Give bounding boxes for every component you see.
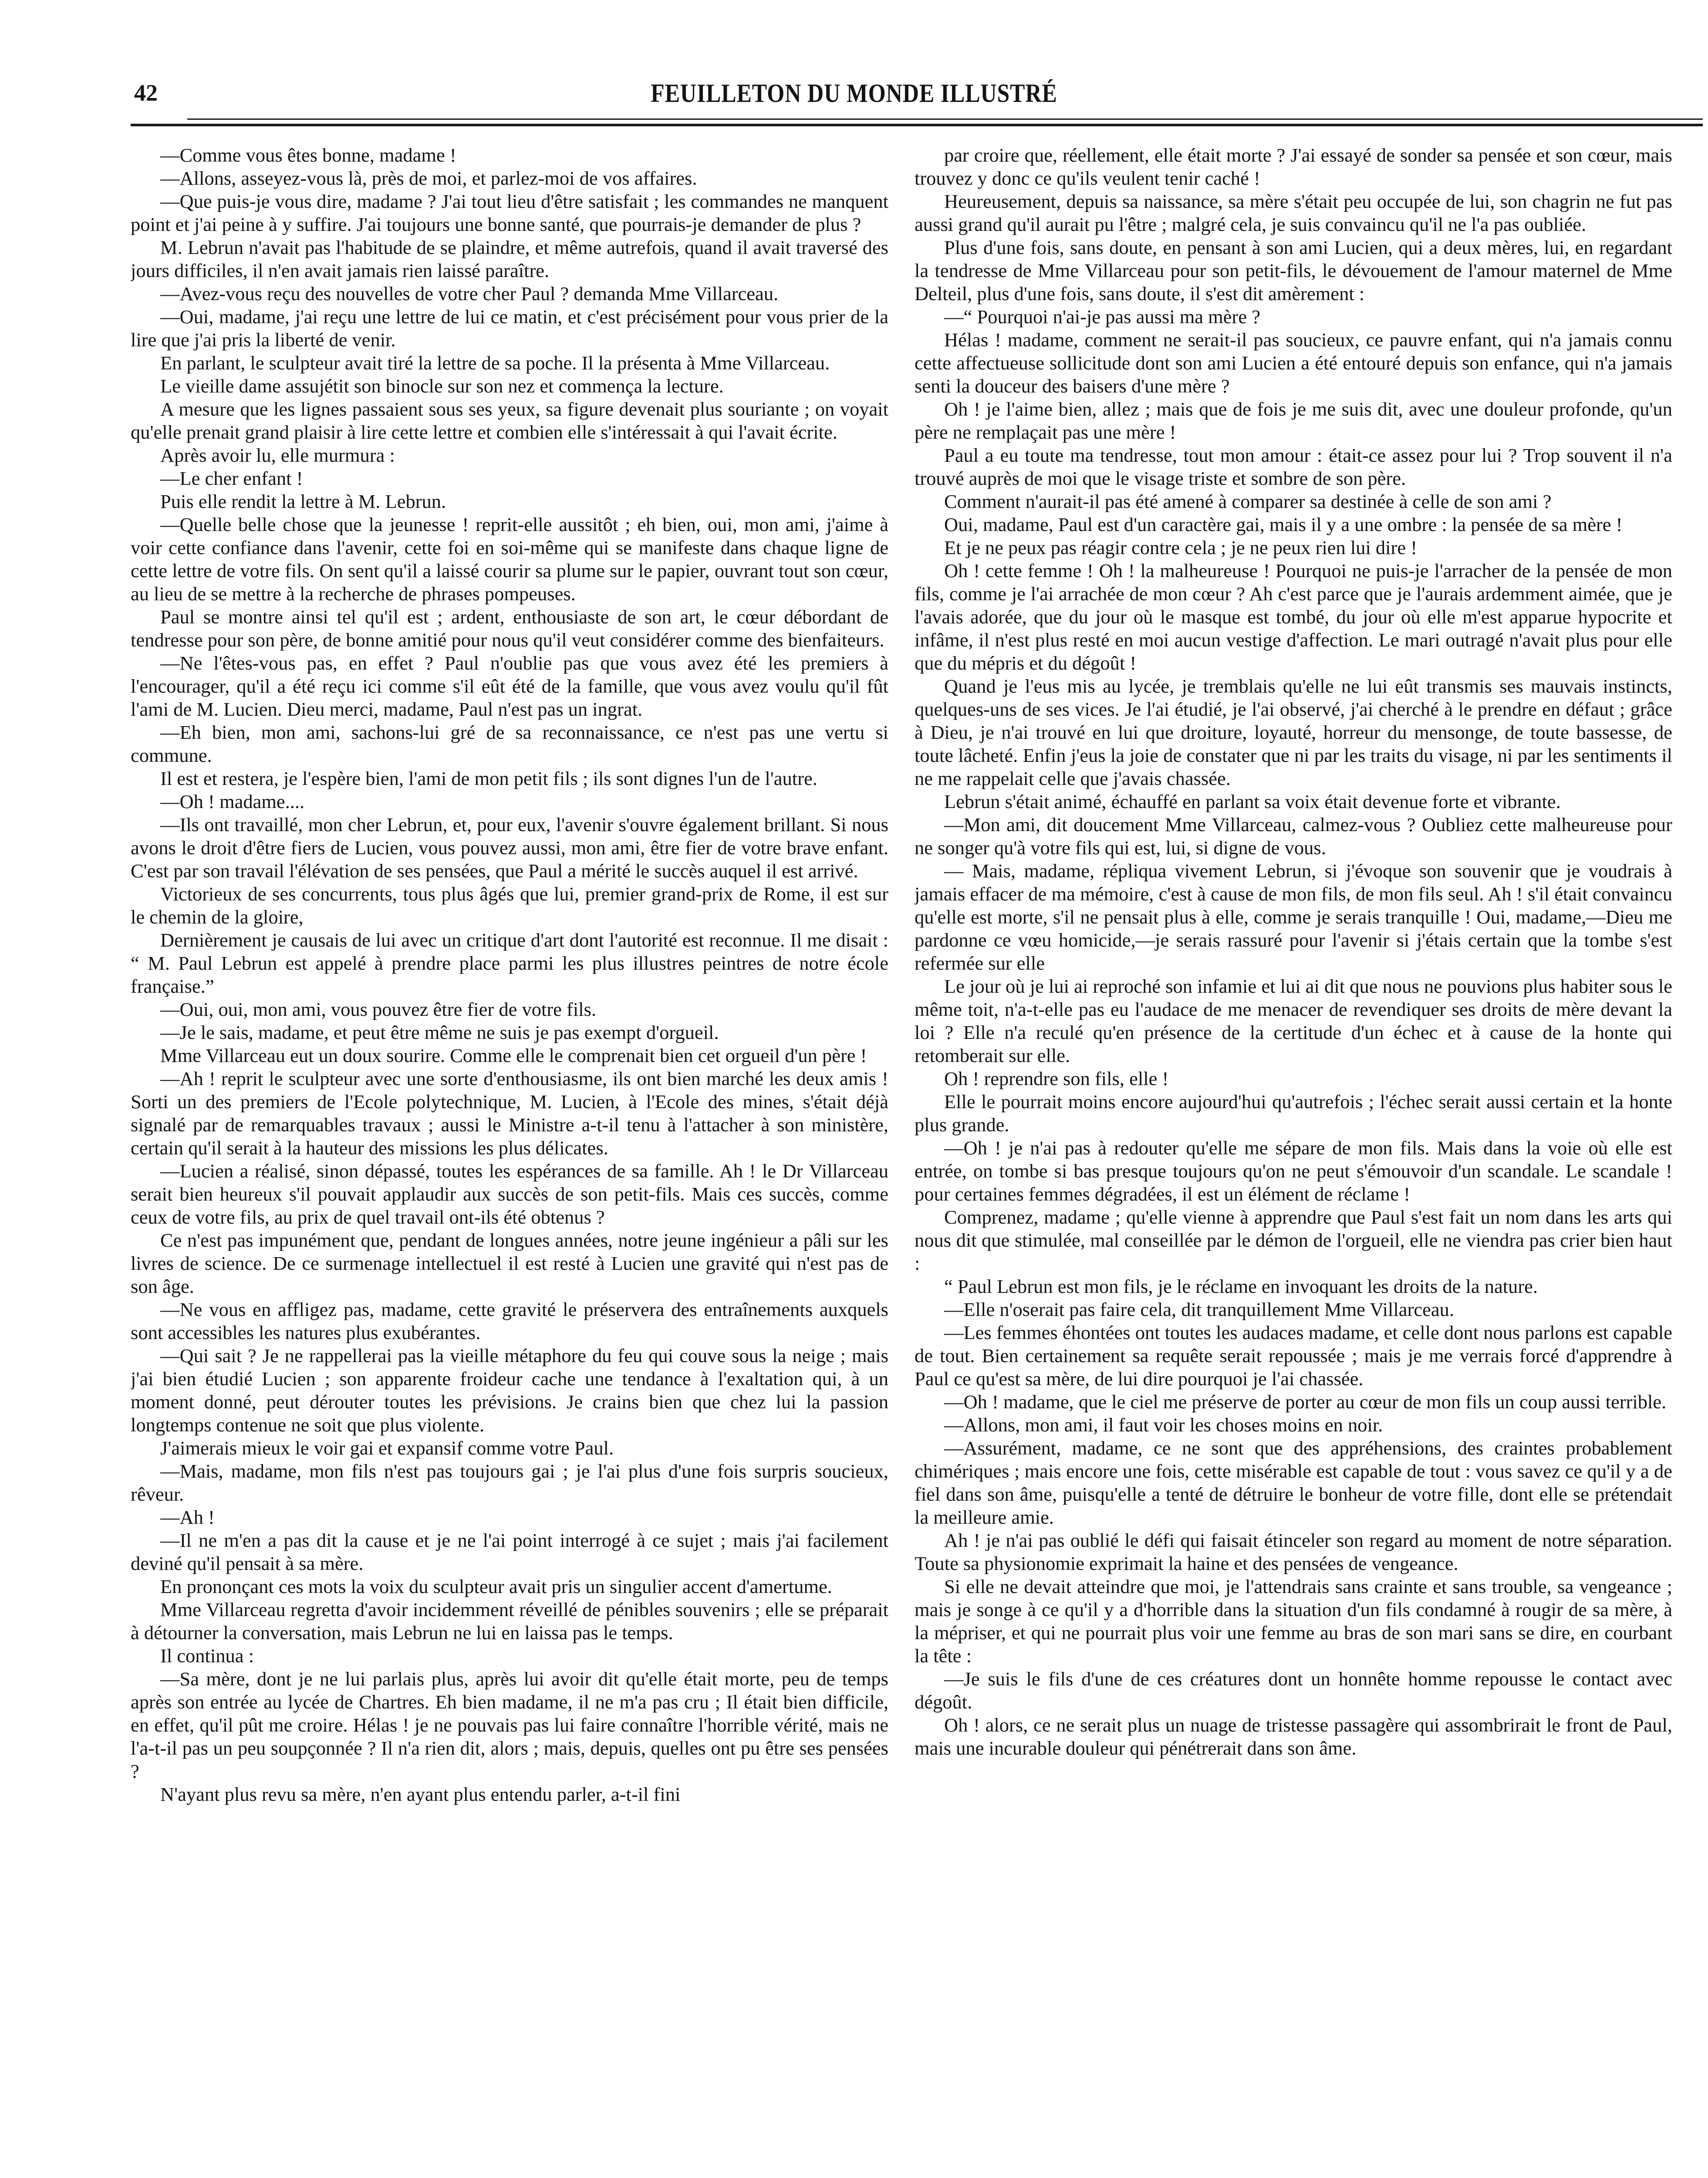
paragraph: par croire que, réellement, elle était morte ? J'ai essayé de sonder sa pensée et son cœur, mais trouvez y donc ce qu'ils veulent tenir caché !: [915, 144, 1672, 189]
paragraph: J'aimerais mieux le voir gai et expansif comme votre Paul.: [160, 1437, 614, 1459]
paragraph: Oui, madame, Paul est d'un caractère gai, mais il y a une ombre : la pensée de sa mère !: [944, 514, 1623, 535]
header-rule-thin: [187, 118, 1703, 120]
paragraph: Heureusement, depuis sa naissance, sa mère s'était peu occupée de lui, son chagrin ne fut pas aussi grand qu'il aurait pu l'être ; malgré cela, je suis convaincu qu'il ne l'a pas oubliée.: [915, 190, 1672, 235]
paragraph: —Lucien a réalisé, sinon dépassé, toutes les espérances de sa famille. Ah ! le Dr Villarceau serait bien heureux s'il pouvait applaudir aux succès de son petit-fils. Mais ces succès, comme ceux de votre fils, au prix de quel travail ont-ils été obtenus ?: [131, 1160, 888, 1228]
paragraph: “ Paul Lebrun est mon fils, je le réclame en invoquant les droits de la nature.: [944, 1275, 1538, 1297]
paragraph: —Ils ont travaillé, mon cher Lebrun, et, pour eux, l'avenir s'ouvre également brillant. Si nous avons le droit d'être fiers de Lucien, vous pouvez aussi, mon ami, être fier de votre brave enfant. C'est par son travail l'élévation de ses pensées, que Paul a mérité le succès auquel il est arrivé.: [131, 814, 888, 882]
paragraph: —Oui, oui, mon ami, vous pouvez être fier de votre fils.: [160, 998, 597, 1020]
paragraph: —Qui sait ? Je ne rappellerai pas la vieille métaphore du feu qui couve sous la neige ; mais j'ai bien étudié Lucien ; son apparente froideur cache une tendance à l'exaltation qui, à un moment donné, peut dérouter toutes les prévisions. Je crains bien que chez lui la passion longtemps contenue ne soit que plus violente.: [131, 1345, 888, 1436]
paragraph: —Quelle belle chose que la jeunesse ! reprit-elle aussitôt ; eh bien, oui, mon ami, j'aime à voir cette confiance dans l'avenir, cette foi en soi-même qui se manifeste dans chaque ligne de cette lettre de votre fils. On sent qu'il a laissé courir sa plume sur le papier, ouvrant tout son cœur, au lieu de se mettre à la recherche de phrases pompeuses.: [131, 514, 888, 605]
paragraph: Comprenez, madame ; qu'elle vienne à apprendre que Paul s'est fait un nom dans les arts qui nous dit que stimulée, mal conseillée par le démon de l'orgueil, elle ne viendra pas crier bien haut :: [915, 1206, 1672, 1274]
paragraph: —Eh bien, mon ami, sachons-lui gré de sa reconnaissance, ce n'est pas une vertu si commune.: [131, 721, 888, 766]
paragraph: —Comme vous êtes bonne, madame !: [160, 144, 456, 166]
paragraph: —Allons, mon ami, il faut voir les choses moins en noir.: [944, 1414, 1383, 1436]
paragraph: Il continua :: [160, 1645, 254, 1667]
paragraph: Paul a eu toute ma tendresse, tout mon amour : était-ce assez pour lui ? Trop souvent il n'a trouvé auprès de moi que le visage triste et sombre de son père.: [915, 444, 1672, 489]
paragraph: —Ah ! reprit le sculpteur avec une sorte d'enthousiasme, ils ont bien marché les deux amis ! Sorti un des premiers de l'Ecole polytechnique, M. Lucien, à l'Ecole des mines, s'était déjà signalé par de remarquables travaux ; aussi le Ministre a-t-il tenu à l'attacher à son ministère, certain qu'il serait à la hauteur des missions les plus délicates.: [131, 1068, 888, 1159]
paragraph: —Que puis-je vous dire, madame ? J'ai tout lieu d'être satisfait ; les commandes ne manquent point et j'ai peine à y suffire. J'ai toujours une bonne santé, que pourrais-je demander de plus ?: [131, 190, 888, 235]
paragraph: —Oh ! madame....: [160, 791, 305, 812]
paragraph: Oh ! alors, ce ne serait plus un nuage de tristesse passagère qui assombrirait le front de Paul, mais une incurable douleur qui pénétrerait dans son âme.: [915, 1714, 1672, 1759]
paragraph: A mesure que les lignes passaient sous ses yeux, sa figure devenait plus souriante ; on voyait qu'elle prenait grand plaisir à lire cette lettre et combien elle s'intéressait à qui l'avait écrite.: [131, 398, 888, 443]
paragraph: —Assurément, madame, ce ne sont que des appréhensions, des craintes probablement chimériques ; mais encore une fois, cette misérable est capable de tout : vous savez ce qu'il y a de fiel dans son âme, puisqu'elle a tenté de détruire le bonheur de votre fille, dont elle se prétendait la meilleure amie.: [915, 1437, 1672, 1528]
paragraph: Ah ! je n'ai pas oublié le défi qui faisait étinceler son regard au moment de notre séparation. Toute sa physionomie exprimait la haine et des pensées de vengeance.: [915, 1529, 1672, 1574]
paragraph: Il est et restera, je l'espère bien, l'ami de mon petit fils ; ils sont dignes l'un de l'autre.: [160, 768, 817, 789]
paragraph: Le jour où je lui ai reproché son infamie et lui ai dit que nous ne pouvions plus habiter sous le même toit, n'a-t-elle pas eu l'audace de me menacer de revendiquer ses droits de mère devant la loi ? Elle n'a reculé qu'en présence de la certitude d'un échec et à cause de la honte qui retomberait sur elle.: [915, 975, 1672, 1066]
right-column: [915, 144, 1672, 2178]
paragraph: En parlant, le sculpteur avait tiré la lettre de sa poche. Il la présenta à Mme Villarceau.: [160, 352, 830, 374]
paragraph: —Oh ! je n'ai pas à redouter qu'elle me sépare de mon fils. Mais dans la voie où elle est entrée, on tombe si bas presque toujours qu'on ne peut s'émouvoir d'un scandale. Le scandale ! pour certaines femmes dégradées, il est un élément de réclame !: [915, 1137, 1672, 1205]
paragraph: Quand je l'eus mis au lycée, je tremblais qu'elle ne lui eût transmis ses mauvais instincts, quelques-uns de ses vices. Je l'ai étudié, je l'ai observé, j'ai cherché à le prendre en défaut ; grâce à Dieu, je n'ai trouvé en lui que droiture, loyauté, horreur du mensonge, de toute bassesse, de toute lâcheté. Enfin j'eus la joie de constater que ni par les traits du visage, ni par les sentiments il ne me rappelait celle que j'avais chassée.: [915, 675, 1672, 789]
page-number: 42: [134, 80, 158, 106]
paragraph: —Oui, madame, j'ai reçu une lettre de lui ce matin, et c'est précisément pour vous prier de la lire que j'ai pris la liberté de venir.: [131, 306, 888, 351]
paragraph: Victorieux de ses concurrents, tous plus âgés que lui, premier grand-prix de Rome, il est sur le chemin de la gloire,: [131, 883, 888, 928]
paragraph: Oh ! cette femme ! Oh ! la malheureuse ! Pourquoi ne puis-je l'arracher de la pensée de mon fils, comme je l'ai arrachée de mon cœur ? Ah c'est parce que je l'aurais ardemment aimée, que je l'avais adorée, que du jour où le masque est tombé, du jour où elle m'est apparue hypocrite et infâme, il n'est plus resté en moi aucun vestige d'affection. Le mari outragé n'avait plus pour elle que du mépris et du dégoût !: [915, 560, 1672, 674]
paragraph: Mme Villarceau eut un doux sourire. Comme elle le comprenait bien cet orgueil d'un père !: [160, 1045, 867, 1066]
running-title: FEUILLETON DU MONDE ILLUSTRÉ: [651, 79, 1057, 108]
paragraph: —Ne l'êtes-vous pas, en effet ? Paul n'oublie pas que vous avez été les premiers à l'encourager, qu'il a été reçu ici comme s'il eût été de la famille, que vous avez voulu qu'il fût l'ami de M. Lucien. Dieu merci, madame, Paul n'est pas un ingrat.: [131, 652, 888, 720]
paragraph: Elle le pourrait moins encore aujourd'hui qu'autrefois ; l'échec serait aussi certain et la honte plus grande.: [915, 1091, 1672, 1136]
header-rule-thick: [131, 124, 1703, 126]
paragraph: —“ Pourquoi n'ai-je pas aussi ma mère ?: [944, 306, 1260, 328]
paragraph: —Ne vous en affligez pas, madame, cette gravité le préservera des entraînements auxquels sont accessibles les natures plus exubérantes.: [131, 1299, 888, 1343]
left-column: [131, 144, 888, 2178]
paragraph: —Oh ! madame, que le ciel me préserve de porter au cœur de mon fils un coup aussi terrible.: [944, 1391, 1667, 1413]
paragraph: —Mon ami, dit doucement Mme Villarceau, calmez-vous ? Oubliez cette malheureuse pour ne songer qu'à votre fils qui est, lui, si digne de vous.: [915, 814, 1672, 859]
paragraph: Après avoir lu, elle murmura :: [160, 444, 395, 466]
paragraph: N'ayant plus revu sa mère, n'en ayant plus entendu parler, a-t-il fini: [160, 1783, 681, 1805]
paragraph: Comment n'aurait-il pas été amené à comparer sa destinée à celle de son ami ?: [944, 490, 1552, 512]
paragraph: —Avez-vous reçu des nouvelles de votre cher Paul ? demanda Mme Villarceau.: [160, 283, 779, 304]
paragraph: M. Lebrun n'avait pas l'habitude de se plaindre, et même autrefois, quand il avait traversé des jours difficiles, il n'en avait jamais rien laissé paraître.: [131, 237, 888, 281]
paragraph: Dernièrement je causais de lui avec un critique d'art dont l'autorité est reconnue. Il me disait : “ M. Paul Lebrun est appelé à prendre place parmi les plus illustres peintres de notre école française.”: [131, 929, 888, 997]
paragraph: Hélas ! madame, comment ne serait-il pas soucieux, ce pauvre enfant, qui n'a jamais connu cette affectueuse sollicitude dont son ami Lucien a été entouré depuis son enfance, qui n'a jamais senti la douceur des baisers d'une mère ?: [915, 329, 1672, 397]
paragraph: Si elle ne devait atteindre que moi, je l'attendrais sans crainte et sans trouble, sa vengeance ; mais je songe à ce qu'il y a d'horrible dans la situation d'un fils condamné à rougir de sa mère, à la mépriser, et qui ne pourrait plus voir une femme au bras de son mari sans se dire, en courbant la tête :: [915, 1576, 1672, 1667]
paragraph: Plus d'une fois, sans doute, en pensant à son ami Lucien, qui a deux mères, lui, en regardant la tendresse de Mme Villarceau pour son petit-fils, le dévouement de l'amour maternel de Mme Delteil, plus d'une fois, sans doute, il s'est dit amèrement :: [915, 237, 1672, 304]
paragraph: Et je ne peux pas réagir contre cela ; je ne peux rien lui dire !: [944, 537, 1418, 558]
paragraph: —Les femmes éhontées ont toutes les audaces madame, et celle dont nous parlons est capable de tout. Bien certainement sa requête serait repoussée ; mais je me verrais forcé d'apprendre à Paul ce qu'est sa mère, de lui dire pourquoi je l'ai chassée.: [915, 1322, 1672, 1390]
paragraph: Lebrun s'était animé, échauffé en parlant sa voix était devenue forte et vibrante.: [944, 791, 1561, 812]
paragraph: —Elle n'oserait pas faire cela, dit tranquillement Mme Villarceau.: [944, 1299, 1454, 1320]
paragraph: Oh ! reprendre son fils, elle !: [944, 1068, 1169, 1089]
paragraph: —Sa mère, dont je ne lui parlais plus, après lui avoir dit qu'elle était morte, peu de temps après son entrée au lycée de Chartres. Eh bien madame, il ne m'a pas cru ; Il était bien difficile, en effet, qu'il pût me croire. Hélas ! je ne pouvais pas lui faire connaître l'horrible vérité, mais ne l'a-t-il pas un peu soupçonnée ? Il n'a rien dit, alors ; mais, depuis, quelles ont pu être ses pensées ?: [131, 1668, 888, 1782]
paragraph: —Je le sais, madame, et peut être même ne suis je pas exempt d'orgueil.: [160, 1021, 719, 1043]
paragraph: —Il ne m'en a pas dit la cause et je ne l'ai point interrogé à ce sujet ; mais j'ai facilement deviné qu'il pensait à sa mère.: [131, 1529, 888, 1574]
paragraph: Puis elle rendit la lettre à M. Lebrun.: [160, 490, 446, 512]
paragraph: Paul se montre ainsi tel qu'il est ; ardent, enthousiaste de son art, le cœur débordant de tendresse pour son père, de bonne amitié pour nous qu'il veut considérer comme des bienfaiteurs.: [131, 606, 888, 651]
paragraph: Ce n'est pas impunément que, pendant de longues années, notre jeune ingénieur a pâli sur les livres de science. De ce surmenage intellectuel il est resté à Lucien une gravité qui n'est pas de son âge.: [131, 1229, 888, 1297]
paragraph: Oh ! je l'aime bien, allez ; mais que de fois je me suis dit, avec une douleur profonde, qu'un père ne remplaçait pas une mère !: [915, 398, 1672, 443]
paragraph: —Le cher enfant !: [160, 467, 303, 489]
paragraph: En prononçant ces mots la voix du sculpteur avait pris un singulier accent d'amertume.: [160, 1576, 832, 1597]
paragraph: — Mais, madame, répliqua vivement Lebrun, si j'évoque son souvenir que je voudrais à jamais effacer de ma mémoire, c'est à cause de mon fils, de mon fils seul. Ah ! s'il était convaincu qu'elle est morte, s'il ne pensait plus à elle, comme je serais tranquille ! Oui, madame,—Dieu me pardonne ce vœu homicide,—je serais rassuré pour l'avenir si j'étais certain que la tombe s'est refermée sur elle: [915, 860, 1672, 974]
paragraph: Le vieille dame assujétit son binocle sur son nez et commença la lecture.: [160, 375, 724, 397]
paragraph: —Ah !: [160, 1506, 215, 1528]
paragraph: Mme Villarceau regretta d'avoir incidemment réveillé de pénibles souvenirs ; elle se préparait à détourner la conversation, mais Lebrun ne lui en laissa pas le temps.: [131, 1599, 888, 1644]
paragraph: —Je suis le fils d'une de ces créatures dont un honnête homme repousse le contact avec dégoût.: [915, 1668, 1672, 1713]
paragraph: —Allons, asseyez-vous là, près de moi, et parlez-moi de vos affaires.: [160, 167, 697, 189]
paragraph: —Mais, madame, mon fils n'est pas toujours gai ; je l'ai plus d'une fois surpris soucieux, rêveur.: [131, 1460, 888, 1505]
